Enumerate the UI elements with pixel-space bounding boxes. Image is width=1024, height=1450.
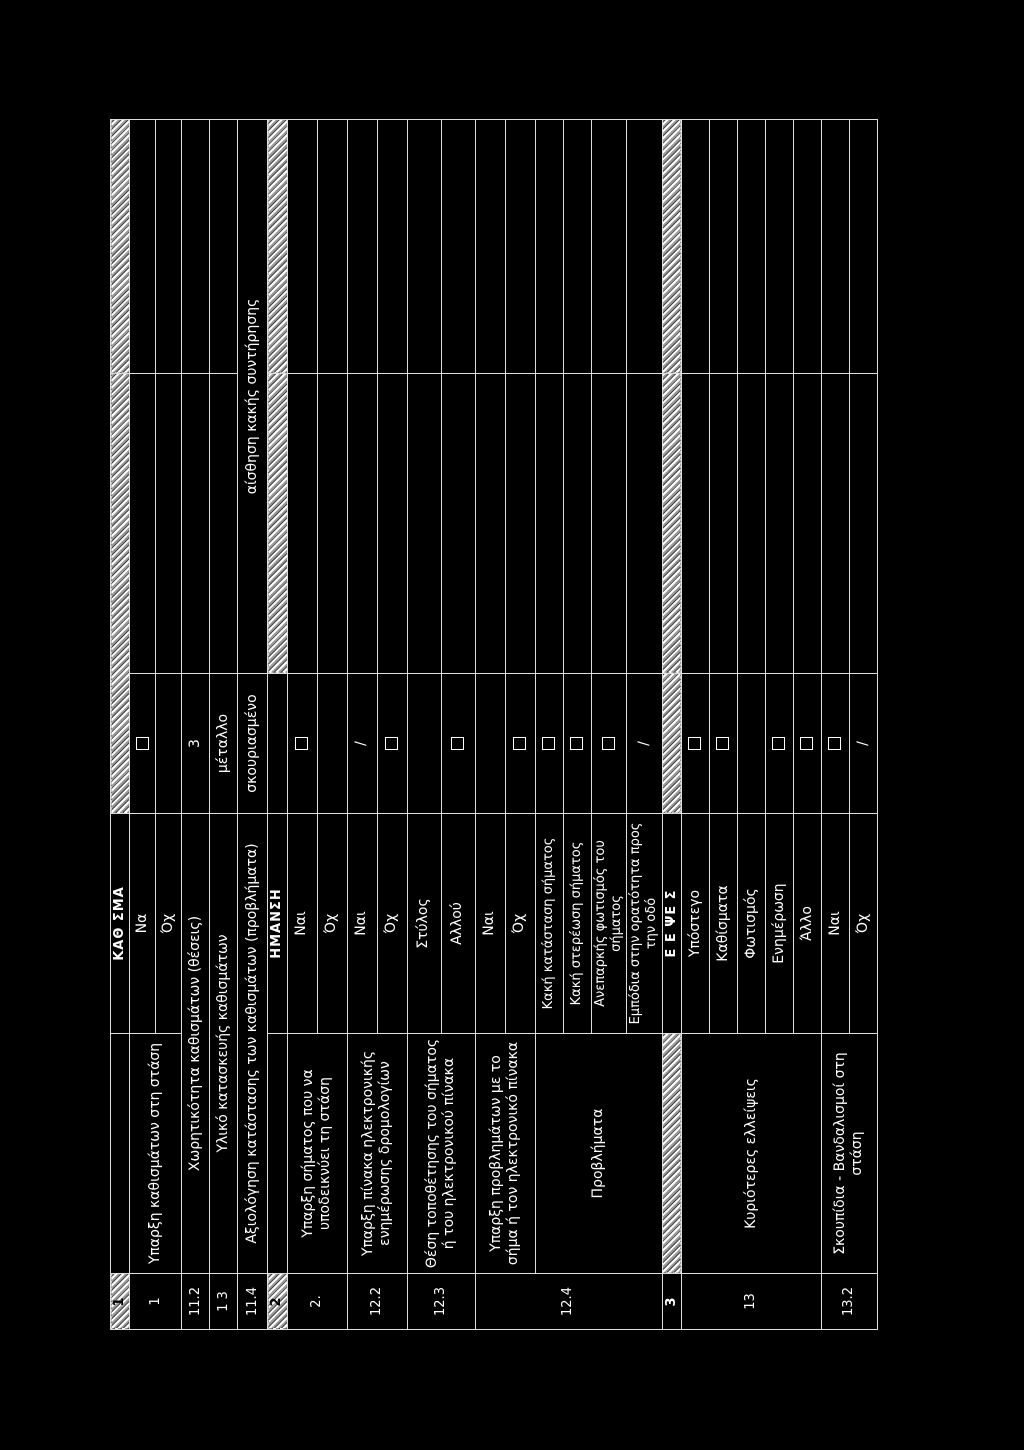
- table-row: Προβλήματα Κακή κατάσταση σήματος: [535, 120, 563, 1330]
- checkbox[interactable]: [295, 737, 308, 750]
- capacity-value: 3: [182, 674, 210, 814]
- table-row: Εμπόδια στην ορατότητα προς την οδό /: [627, 120, 663, 1330]
- section-title: ΚΑΘ ΣΜΑ: [111, 814, 130, 1034]
- table-row: Άλλο: [793, 120, 821, 1330]
- check-mark: /: [627, 674, 663, 814]
- table-row: Φωτισμός: [737, 120, 765, 1330]
- table-row: Καθίσματα: [709, 120, 737, 1330]
- table-row: Όχ: [317, 120, 347, 1330]
- condition-value: σκουριασμένο: [238, 674, 268, 814]
- table-row: 11.4 Αξιολόγηση κατάστασης των καθισμάτων (προβλήματα) σκουριασμένο αίσθηση κακής συντήρησης: [238, 120, 268, 1330]
- checkbox[interactable]: [800, 737, 813, 750]
- table-row: 11.2 Χωρητικότητα καθισμάτων (θέσεις) 3: [182, 120, 210, 1330]
- checkbox[interactable]: [542, 737, 555, 750]
- table-row: 12.2 Υπαρξη πίνακα ηλεκτρονικής ενημέρωσης δρομολογίων Ναι /: [347, 120, 377, 1330]
- table-row: Αλλού: [441, 120, 475, 1330]
- checkbox[interactable]: [136, 737, 149, 750]
- problems-label: Προβλήματα: [535, 1034, 662, 1274]
- checkbox[interactable]: [688, 737, 701, 750]
- table-row: 13 Κυριότερες ελλείψεις Υπόστεγο: [681, 120, 709, 1330]
- section-title: ΗΜΑΝΣΗ: [268, 814, 287, 1034]
- table-row: Ενημέρωση: [765, 120, 793, 1330]
- table-row: 12.4 Υπαρξη προβλημάτων με το σήμα ή τον ηλεκτρονικό πίνακα Ναι: [475, 120, 505, 1330]
- checkbox[interactable]: [513, 737, 526, 750]
- section-3-header: 3 Ε Ε ΨΕ Σ: [662, 120, 681, 1330]
- check-mark: /: [849, 674, 877, 814]
- checkbox[interactable]: [602, 737, 615, 750]
- corner-cell: 1: [111, 1274, 130, 1330]
- table-row: 12.3 Θέση τοποθέτησης του σήματος ή του ηλεκτρονικού πίνακα Στύλος: [407, 120, 441, 1330]
- table-row: Όχ: [156, 120, 182, 1330]
- table-row: 1 3 Υλικό κατασκευής καθισμάτων μέταλλο: [210, 120, 238, 1330]
- table-row: Ανεπαρκής φωτισμός του σήματος: [591, 120, 627, 1330]
- section-title: Ε Ε ΨΕ Σ: [662, 814, 681, 1034]
- table-row: Όχ: [377, 120, 407, 1330]
- survey-table: [110, 119, 878, 1330]
- question: Υπαρξη καθισμάτων στη στάση: [130, 1034, 182, 1274]
- table-row: 2. Υπαρξη σήματος που να υποδεικνύει τη στάση Ναι: [287, 120, 317, 1330]
- material-value: μέταλλο: [210, 674, 238, 814]
- table-row: 1 Υπαρξη καθισμάτων στη στάση Να: [130, 120, 156, 1330]
- condition-note: αίσθηση κακής συντήρησης: [238, 120, 268, 674]
- checkbox[interactable]: [385, 737, 398, 750]
- table-row: Κακή στερέωση σήματος: [563, 120, 591, 1330]
- checkbox[interactable]: [716, 737, 729, 750]
- checkbox[interactable]: [451, 737, 464, 750]
- section-1-header: [111, 120, 130, 1330]
- table-row: 13.2 Σκουπίδια - Βανδαλισμοί στη στάση Ναι: [821, 120, 849, 1330]
- table-row: Όχ: [505, 120, 535, 1330]
- table-row: Όχ /: [849, 120, 877, 1330]
- rotated-survey-form: [110, 120, 870, 1330]
- check-mark: /: [347, 674, 377, 814]
- section-2-header: 2 ΗΜΑΝΣΗ: [268, 120, 287, 1330]
- checkbox[interactable]: [828, 737, 841, 750]
- checkbox[interactable]: [772, 737, 785, 750]
- checkbox[interactable]: [570, 737, 583, 750]
